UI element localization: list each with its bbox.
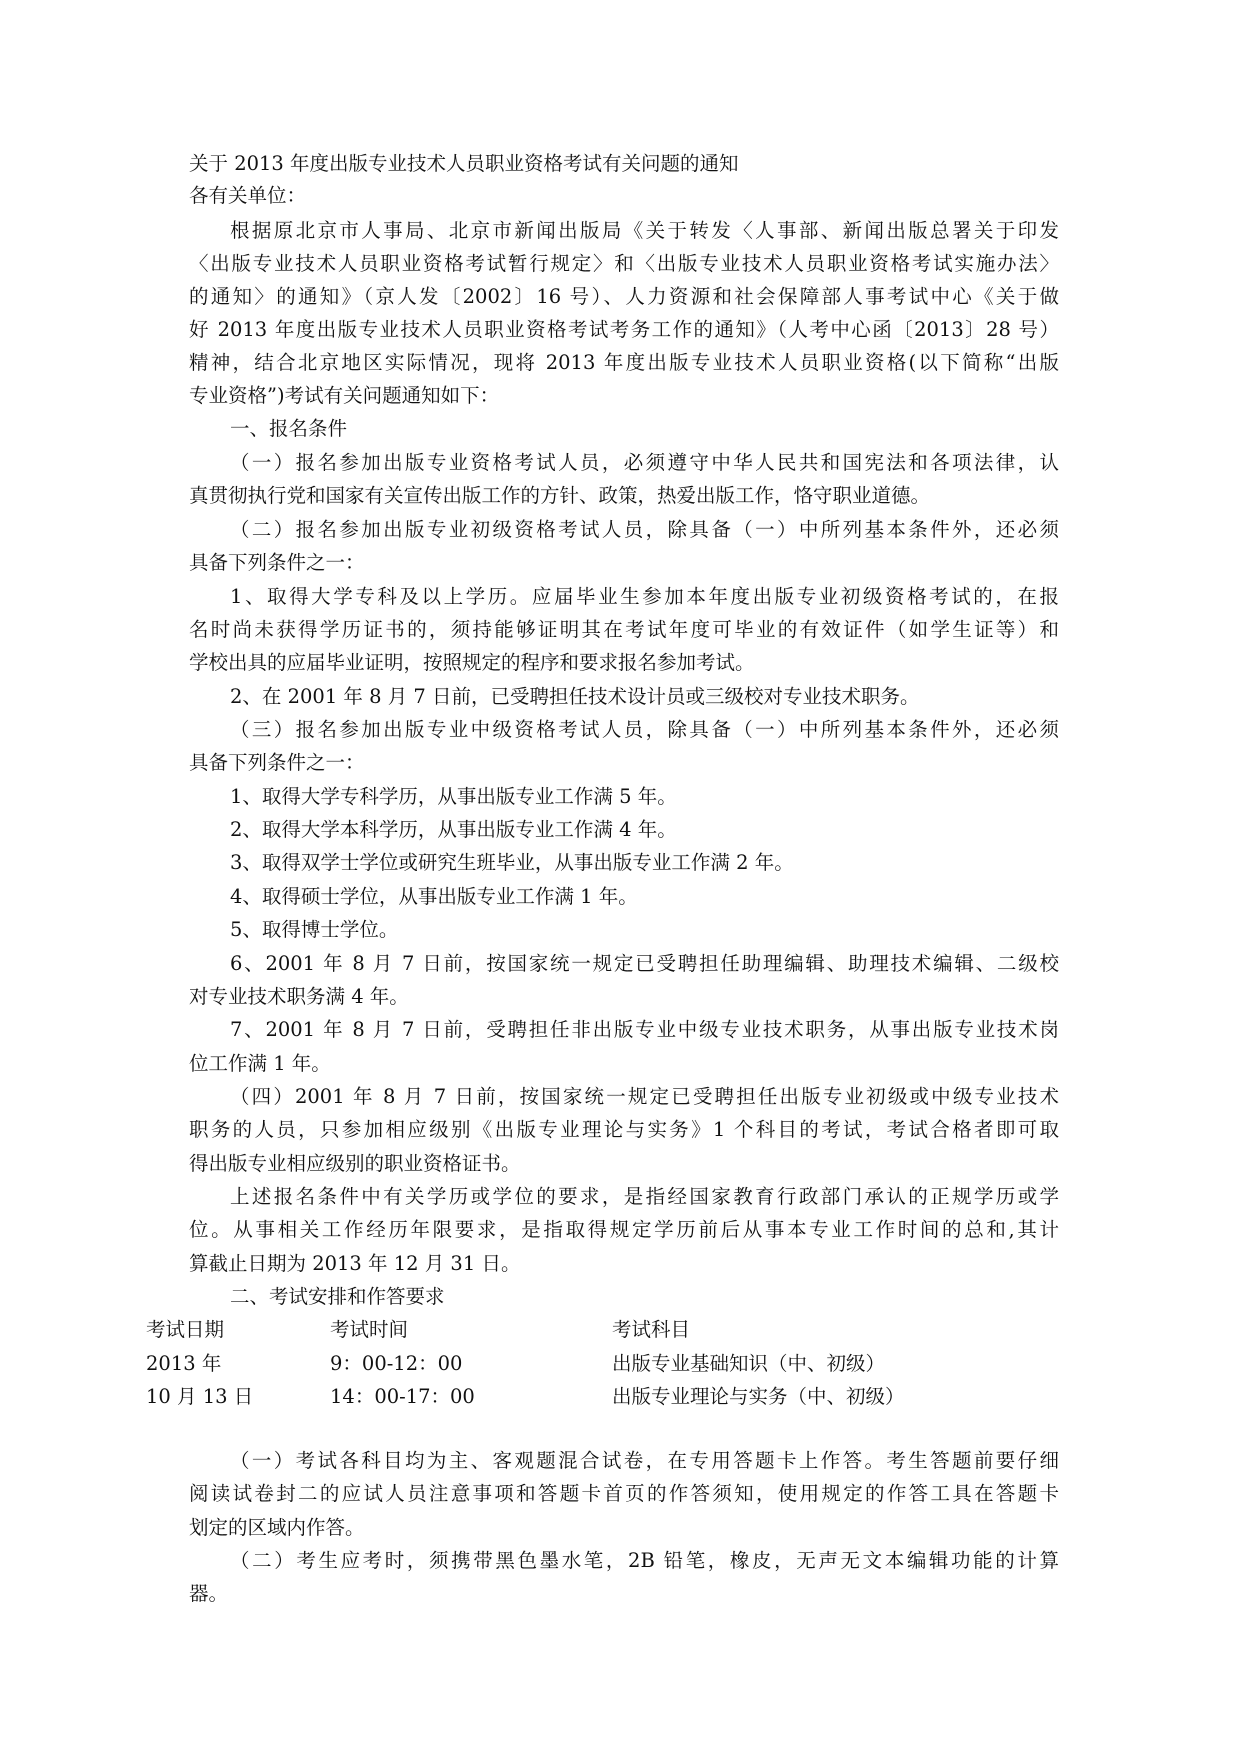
intro-line-2: 〈出版专业技术人员职业资格考试暂行规定〉和〈出版专业技术人员职业资格考试实施办法〉 [189, 252, 1059, 275]
clause-2-line-1: （二）报名参加出版专业初级资格考试人员，除具备（一）中所列基本条件外，还必须 [230, 518, 1059, 541]
exam-rule-2-line-2: 器。 [189, 1582, 229, 1605]
note-line-1: 上述报名条件中有关学历或学位的要求，是指经国家教育行政部门承认的正规学历或学 [230, 1185, 1059, 1208]
clause-2-item-1-line-2: 名时尚未获得学历证书的，须持能够证明其在考试年度可毕业的有效证件（如学生证等）和 [189, 618, 1059, 641]
clause-3-item-4: 4、取得硕士学位，从事出版专业工作满 1 年。 [230, 885, 638, 908]
clause-3-item-1: 1、取得大学专科学历，从事出版专业工作满 5 年。 [230, 785, 677, 808]
intro-line-3: 的通知〉的通知》（京人发〔2002〕16 号）、人力资源和社会保障部人事考试中心《关于做 [189, 285, 1059, 308]
exam-rule-1-line-3: 划定的区域内作答。 [189, 1516, 365, 1539]
table-cell-date-line-1: 2013 年 [146, 1352, 222, 1375]
intro-line-6: 专业资格”)考试有关问题通知如下： [189, 384, 500, 407]
clause-4-line-3: 得出版专业相应级别的职业资格证书。 [189, 1152, 521, 1175]
exam-rule-1-line-2: 阅读试卷封二的应试人员注意事项和答题卡首页的作答须知，使用规定的作答工具在答题卡 [189, 1482, 1059, 1505]
table-header-date: 考试日期 [146, 1318, 225, 1341]
clause-2-item-2: 2、在 2001 年 8 月 7 日前，已受聘担任技术设计员或三级校对专业技术职务。 [230, 685, 920, 708]
exam-rule-1-line-1: （一）考试各科目均为主、客观题混合试卷，在专用答题卡上作答。考生答题前要仔细 [230, 1449, 1059, 1472]
table-header-time: 考试时间 [330, 1318, 409, 1341]
clause-3-line-2: 具备下列条件之一： [189, 751, 365, 774]
clause-3-item-7-line-1: 7、2001 年 8 月 7 日前，受聘担任非出版专业中级专业技术职务，从事出版专业技术岗 [230, 1018, 1059, 1041]
clause-3-line-1: （三）报名参加出版专业中级资格考试人员，除具备（一）中所列基本条件外，还必须 [230, 718, 1059, 741]
clause-4-line-1: （四）2001 年 8 月 7 日前，按国家统一规定已受聘担任出版专业初级或中级专业技术 [230, 1085, 1059, 1108]
clause-3-item-6-line-1: 6、2001 年 8 月 7 日前，按国家统一规定已受聘担任助理编辑、助理技术编辑、二级校 [230, 952, 1059, 975]
clause-2-line-2: 具备下列条件之一： [189, 551, 365, 574]
table-cell-time-1: 9：00-12：00 [330, 1352, 463, 1375]
intro-line-5: 精神，结合北京地区实际情况，现将 2013 年度出版专业技术人员职业资格(以下简称“出版 [189, 351, 1059, 374]
clause-1-line-2: 真贯彻执行党和国家有关宣传出版工作的方针、政策，热爱出版工作，恪守职业道德。 [189, 484, 931, 507]
table-cell-subject-2: 出版专业理论与实务（中、初级） [612, 1385, 905, 1408]
note-line-2: 位。从事相关工作经历年限要求，是指取得规定学历前后从事本专业工作时间的总和,其计 [189, 1218, 1059, 1241]
table-cell-time-2: 14：00-17：00 [330, 1385, 475, 1408]
clause-3-item-7-line-2: 位工作满 1 年。 [189, 1052, 331, 1075]
clause-3-item-2: 2、取得大学本科学历，从事出版专业工作满 4 年。 [230, 818, 677, 841]
table-cell-date-line-2: 10 月 13 日 [146, 1385, 254, 1408]
table-cell-subject-1: 出版专业基础知识（中、初级） [612, 1352, 886, 1375]
section-heading-exam-schedule: 二、考试安排和作答要求 [230, 1285, 445, 1308]
exam-rule-2-line-1: （二）考生应考时，须携带黑色墨水笔，2B 铅笔，橡皮，无声无文本编辑功能的计算 [230, 1549, 1059, 1572]
intro-line-4: 好 2013 年度出版专业技术人员职业资格考试考务工作的通知》（人考中心函〔2013〕28 号） [189, 318, 1059, 341]
document-title: 关于 2013 年度出版专业技术人员职业资格考试有关问题的通知 [189, 152, 739, 175]
clause-3-item-5: 5、取得博士学位。 [230, 918, 399, 941]
salutation: 各有关单位： [189, 184, 307, 207]
note-line-3: 算截止日期为 2013 年 12 月 31 日。 [189, 1252, 521, 1275]
clause-4-line-2: 职务的人员，只参加相应级别《出版专业理论与实务》1 个科目的考试，考试合格者即可取 [189, 1118, 1059, 1141]
section-heading-registration: 一、报名条件 [230, 417, 348, 440]
clause-1-line-1: （一）报名参加出版专业资格考试人员，必须遵守中华人民共和国宪法和各项法律，认 [230, 451, 1059, 474]
intro-line-1: 根据原北京市人事局、北京市新闻出版局《关于转发〈人事部、新闻出版总署关于印发 [230, 219, 1059, 242]
clause-2-item-1-line-3: 学校出具的应届毕业证明，按照规定的程序和要求报名参加考试。 [189, 651, 755, 674]
clause-3-item-3: 3、取得双学士学位或研究生班毕业，从事出版专业工作满 2 年。 [230, 851, 794, 874]
clause-3-item-6-line-2: 对专业技术职务满 4 年。 [189, 985, 409, 1008]
clause-2-item-1-line-1: 1、取得大学专科及以上学历。应届毕业生参加本年度出版专业初级资格考试的，在报 [230, 585, 1059, 608]
table-header-subject: 考试科目 [612, 1318, 691, 1341]
